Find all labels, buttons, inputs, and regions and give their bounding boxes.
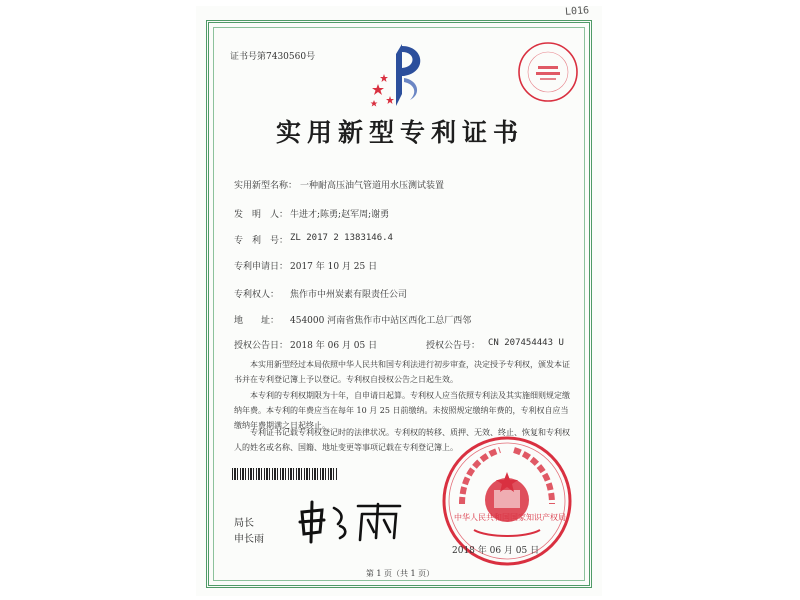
cnipa-logo-icon [366,40,436,110]
notice-paragraph-1: 本实用新型经过本局依照中华人民共和国专利法进行初步审查，决定授予专利权，颁发本证书并在专利登记簿上予以登记。专利权自授权公告之日起生效。 [234,360,570,384]
patent-number-label: 专 利 号： [234,236,289,246]
address-label: 地 址： [234,316,280,326]
utility-model-name-label: 实用新型名称： [234,181,298,191]
inventor-label: 发 明 人： [234,210,289,220]
director-signature-icon [296,498,406,544]
page-footer: 第 1 页（共 1 页） [365,569,435,578]
patentee-label: 专利权人： [234,290,280,300]
utility-model-name-value: 一种耐高压油气管道用水压测试装置 [300,181,445,191]
grant-date-value: 2018 年 06 月 05 日 [290,341,378,351]
patent-number-value: ZL 2017 2 1383146.4 [290,233,393,243]
notice-paragraph-3: 专利证书记载专利权登记时的法律状况。专利权的转移、质押、无效、终止、恢复和专利权人的姓名或名称、国籍、地址变更等事项记载在专利登记簿上。 [234,428,570,452]
agency-stamp-icon [516,40,580,104]
grant-number-value: CN 207454443 U [488,338,564,348]
corner-handwritten-note: L016 [564,5,590,18]
director-title: 局长 [234,518,254,529]
grant-number-label: 授权公告号： [426,341,481,351]
seal-date: 2018 年 06 月 05 日 [452,546,540,556]
seal-text: 中华人民共和国国家知识产权局 [454,513,566,522]
notice-paragraph-2: 本专利的专利权期限为十年，自申请日起算。专利权人应当依照专利法及其实施细则规定缴纳年费。本专利的年费应当在每年 10 月 25 日前缴纳。未按照规定缴纳年费的，专利权自应当缴纳年费期满之日起终止。 [234,391,570,430]
certificate-number: 证书号第7430560号 [230,52,316,62]
barcode [232,468,338,480]
grant-date-label: 授权公告日： [234,341,289,351]
director-name: 申长雨 [234,534,264,545]
filing-date-label: 专利申请日： [234,262,289,272]
filing-date-value: 2017 年 10 月 25 日 [290,262,378,272]
address-value: 454000 河南省焦作市中站区西化工总厂西邻 [290,316,472,326]
patentee-value: 焦作市中州炭素有限责任公司 [290,290,408,300]
inventor-value: 牛进才;陈勇;赵军周;谢勇 [290,210,390,220]
certificate-title: 实用新型专利证书 [275,118,524,147]
